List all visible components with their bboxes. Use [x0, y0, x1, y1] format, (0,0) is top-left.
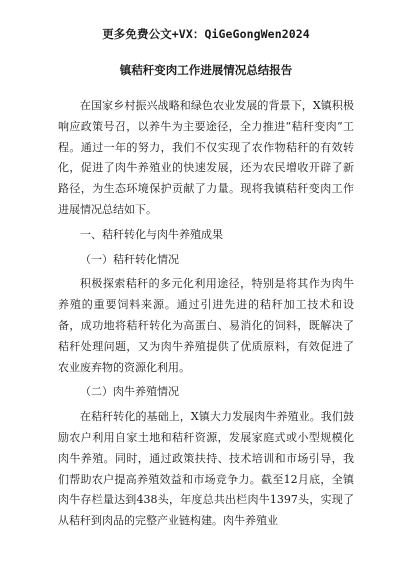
header-banner: 更多免费公文+VX：QiGeGongWen2024 [102, 27, 310, 41]
subsection-body-1: 积极探索秸秆的多元化利用途径，特别是将其作为肉牛养殖的重要饲料来源。通过引进先进的秸秆加工技术和设备，成功地将秸秆转化为高蛋白、易消化的饲料，既解决了秸秆处理问题，又为肉牛养殖提供了优质原料，有效促进了农业废弃物的资源化利用。 [58, 277, 354, 374]
section-heading-1: 一、秸秆转化与肉牛养殖成果 [80, 227, 223, 241]
document-title: 镇秸秆变肉工作进展情况总结报告 [119, 63, 293, 77]
subsection-heading-2: （二）肉牛养殖情况 [80, 385, 179, 399]
intro-paragraph: 在国家乡村振兴战略和绿色农业发展的背景下，X镇积极响应政策号召，以养牛为主要途径，全力推进“秸秆变肉”工程。通过一年的努力，我们不仅实现了农作物秸秆的有效转化，促进了肉牛养殖业的快速发展，还为农民增收开辟了新路径，为生态环境保护贡献了力量。现将我镇秸秆变肉工作进展情况总结如下。 [58, 99, 354, 216]
subsection-body-2: 在秸秆转化的基础上，X镇大力发展肉牛养殖业。我们鼓励农户利用自家土地和秸秆资源，发展家庭式或小型规模化肉牛养殖。同时，通过政策扶持、技术培训和市场引导，我们帮助农户提高养殖效益和市场竞争力。截至12月底，全镇肉牛存栏量达到438头，年度总共出栏肉牛1397头，实现了从秸秆到肉品的完整产业链构建。肉牛养殖业 [58, 410, 354, 528]
subsection-heading-1: （一）秸秆转化情况 [80, 252, 179, 266]
